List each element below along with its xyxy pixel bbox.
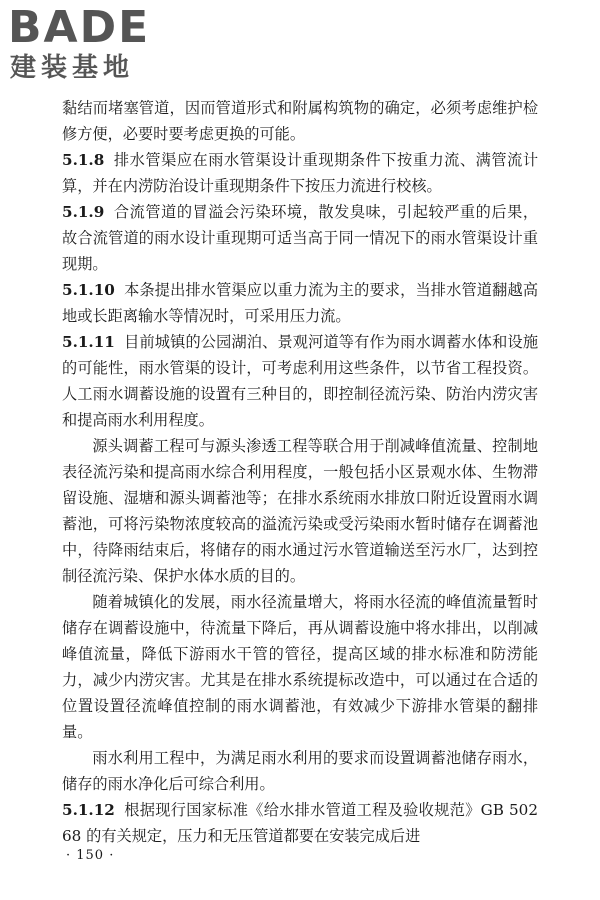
paragraph-text: 合流管道的冒溢会污染环境，散发臭味，引起较严重的后果，故合流管道的雨水设计重现期可适当高于同一情况下的雨水管渠设计重现期。 <box>62 203 538 273</box>
paragraph-text: 目前城镇的公园湖泊、景观河道等有作为雨水调蓄水体和设施的可能性，雨水管渠的设计，可考虑利用这些条件，以节省工程投资。人工雨水调蓄设施的设置有三种目的，即控制径流污染、防治内涝灾害和提高雨水利用程度。 <box>62 333 538 429</box>
clause-number: 5.1.11 <box>62 333 115 351</box>
paragraph-text: 本条提出排水管渠应以重力流为主的要求，当排水管道翻越高地或长距离输水等情况时，可采用压力流。 <box>62 281 538 325</box>
logo-subtitle: 建装基地 <box>10 53 135 83</box>
document-body <box>62 95 538 849</box>
clause-5-1-9 <box>62 199 538 277</box>
clause-5-1-10 <box>62 277 538 329</box>
logo-wordmark: BADE <box>8 2 151 53</box>
paragraph-text: 随着城镇化的发展，雨水径流量增大，将雨水径流的峰值流量暂时储存在调蓄设施中，待流量下降后，再从调蓄设施中将水排出，以削减峰值流量，降低下游雨水干管的管径，提高区域的排水标准和防涝能力，减少内涝灾害。尤其是在排水系统提标改造中，可以通过在合适的位置设置径流峰值控制的雨水调蓄池，有效减少下游排水管渠的翻排量。 <box>62 593 538 741</box>
paragraph-text: 源头调蓄工程可与源头渗透工程等联合用于削减峰值流量、控制地表径流污染和提高雨水综合利用程度，一般包括小区景观水体、生物滞留设施、湿塘和源头调蓄池等；在排水系统雨水排放口附近设置雨水调蓄池，可将污染物浓度较高的溢流污染或受污染雨水暂时储存在调蓄池中，待降雨结束后，将储存的雨水通过污水管道输送至污水厂，达到控制径流污染、保护水体水质的目的。 <box>62 437 538 585</box>
clause-number: 5.1.12 <box>62 801 115 819</box>
clause-5-1-12 <box>62 797 538 849</box>
paragraph-source-storage <box>62 433 538 589</box>
paragraph-continued <box>62 95 538 147</box>
paragraph-text: 雨水利用工程中，为满足雨水利用的要求而设置调蓄池储存雨水，储存的雨水净化后可综合利用。 <box>62 749 538 793</box>
clause-number: 5.1.10 <box>62 281 115 299</box>
clause-number: 5.1.9 <box>62 203 105 221</box>
clause-5-1-8 <box>62 147 538 199</box>
site-logo <box>8 4 178 88</box>
paragraph-urbanization <box>62 589 538 745</box>
paragraph-rainwater-use <box>62 745 538 797</box>
paragraph-text: 排水管渠应在雨水管渠设计重现期条件下按重力流、满管流计算，并在内涝防治设计重现期条件下按压力流进行校核。 <box>62 151 538 195</box>
paragraph-text: 黏结而堵塞管道，因而管道形式和附属构筑物的确定，必须考虑维护检修方便，必要时要考虑更换的可能。 <box>62 99 538 143</box>
clause-5-1-11 <box>62 329 538 433</box>
paragraph-text: 根据现行国家标准《给水排水管道工程及验收规范》GB 50268 的有关规定，压力和无压管道都要在安装完成后进 <box>62 801 538 845</box>
clause-number: 5.1.8 <box>62 151 105 169</box>
page-number: · 150 · <box>66 848 115 863</box>
